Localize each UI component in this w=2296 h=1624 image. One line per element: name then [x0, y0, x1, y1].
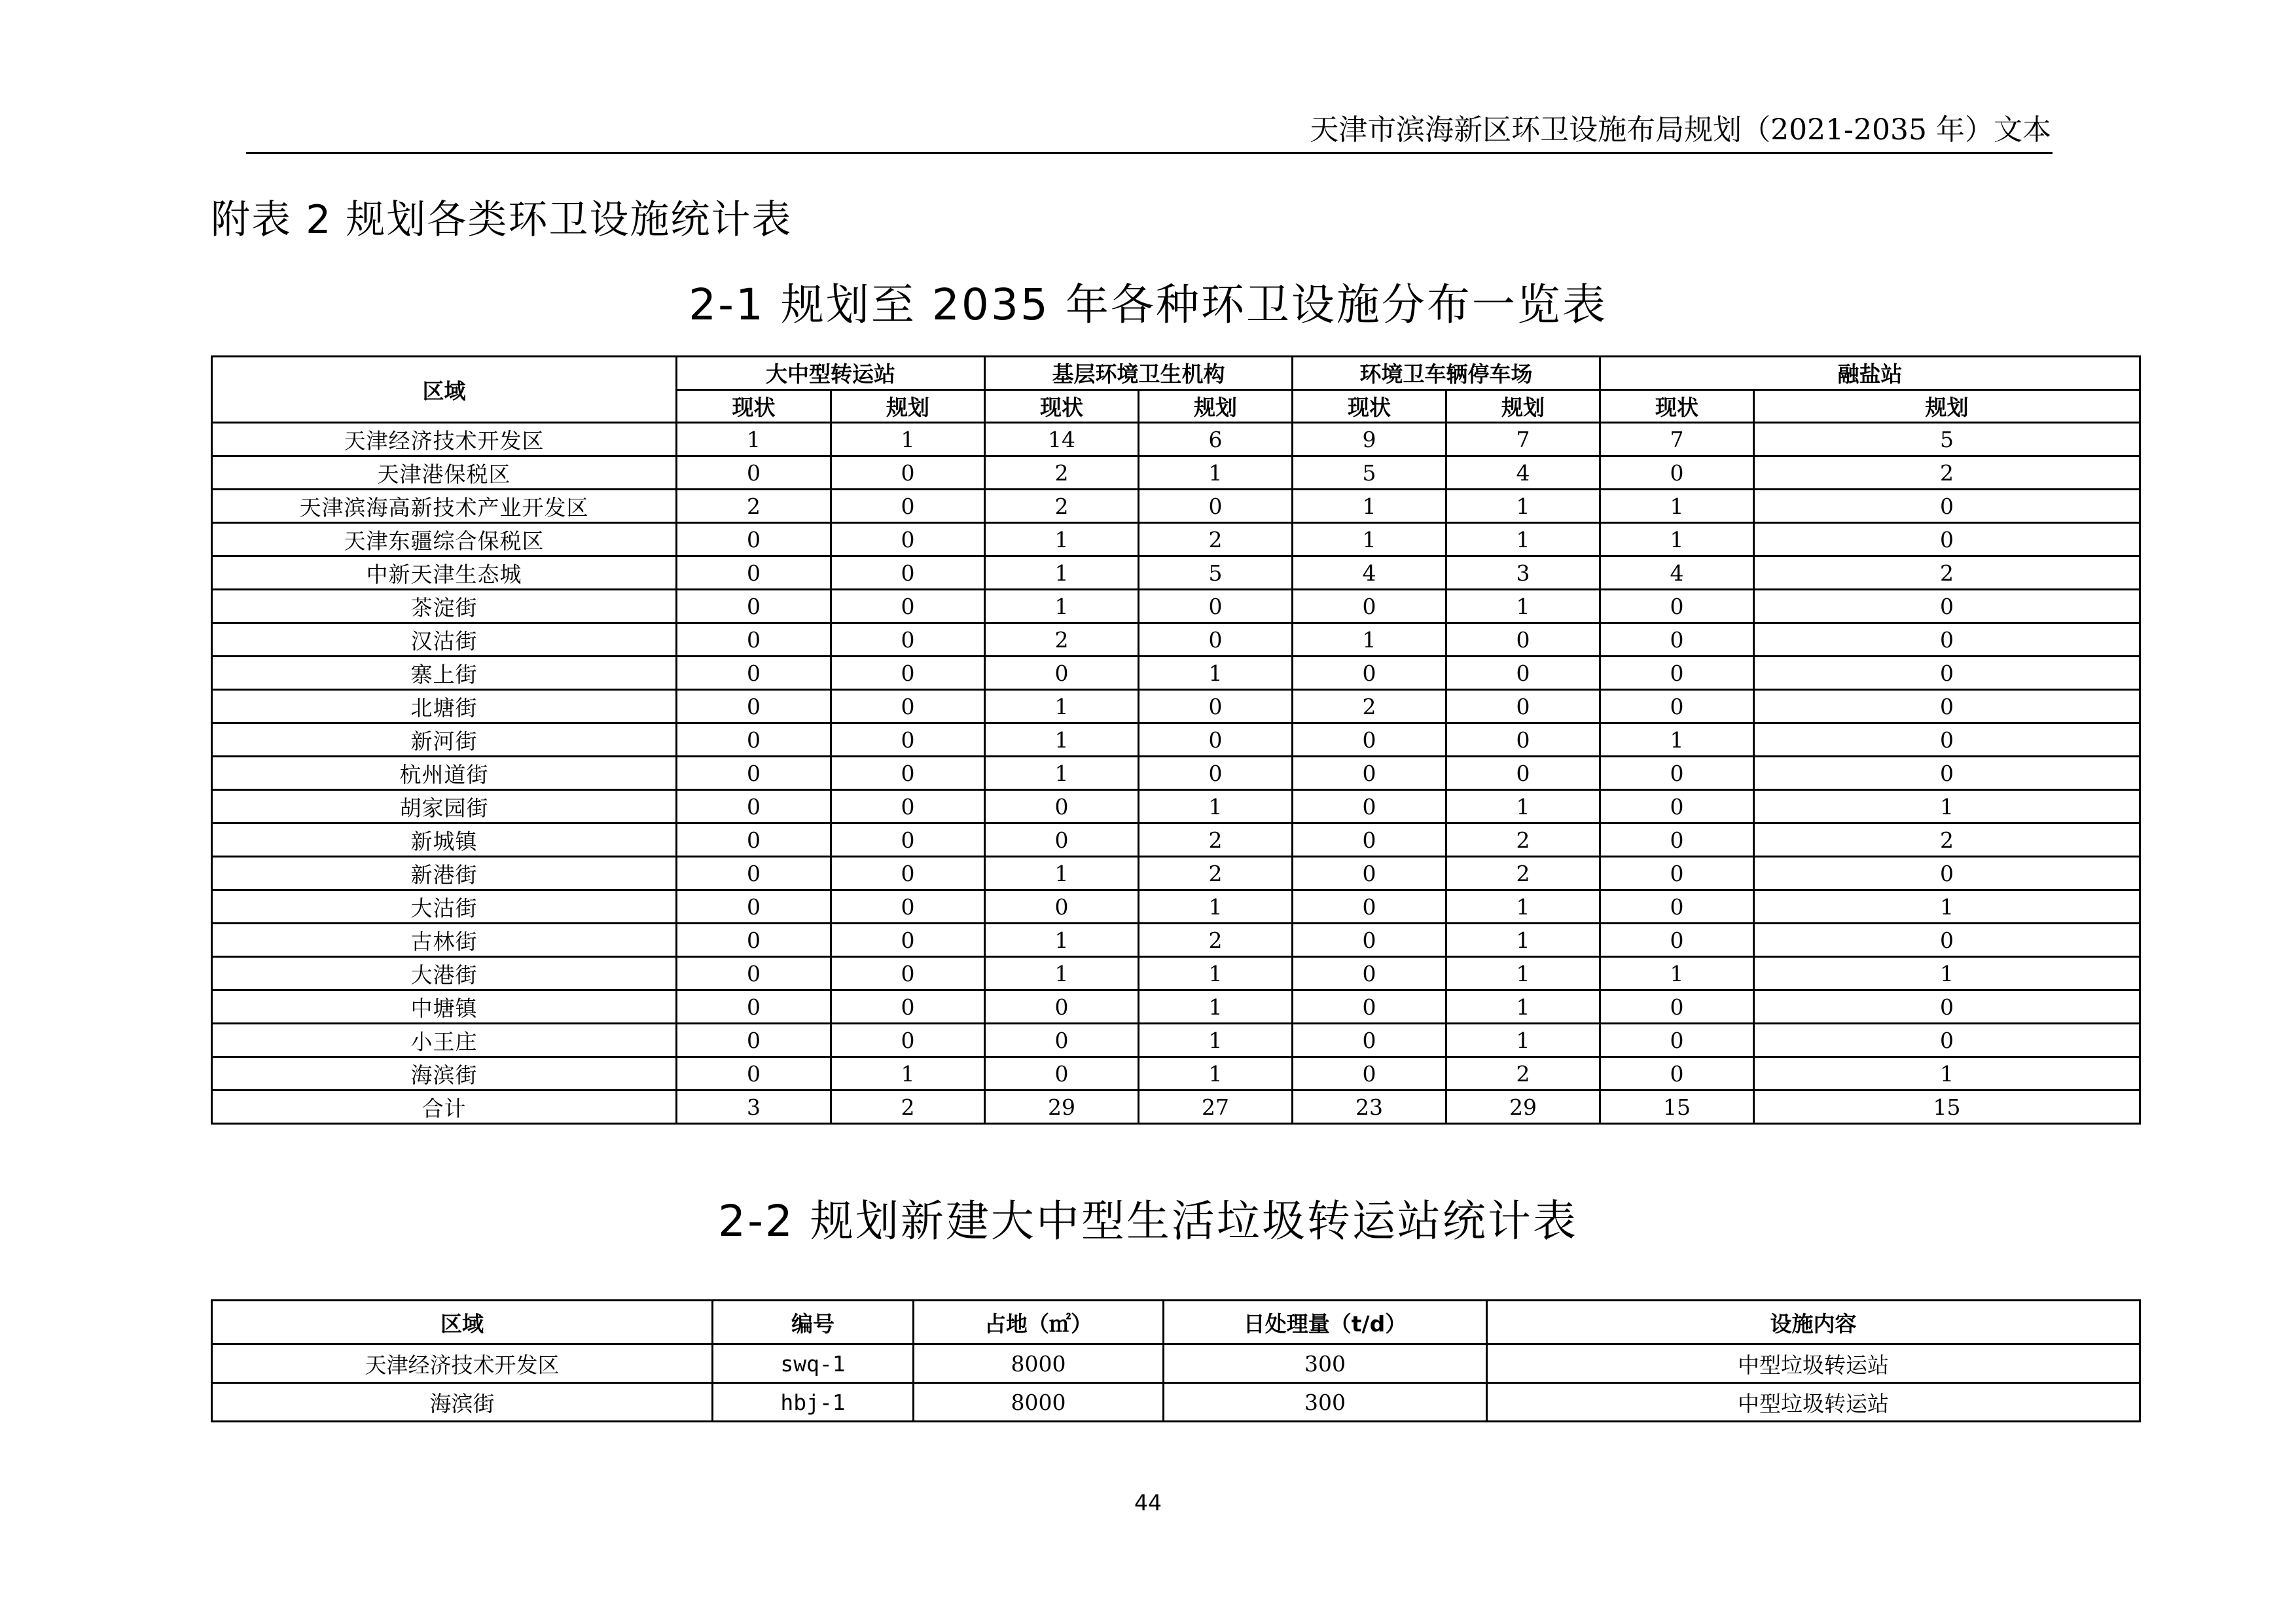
value-cell: 0 [831, 657, 985, 690]
table1-title: 2-1 规划至 2035 年各种环卫设施分布一览表 [689, 280, 1607, 330]
t2-cell: 中型垃圾转运站 [1487, 1383, 2140, 1422]
value-cell: 0 [1293, 657, 1446, 690]
region-cell: 天津滨海高新技术产业开发区 [212, 490, 677, 523]
value-cell: 0 [1139, 623, 1293, 657]
t2-cell: swq-1 [713, 1344, 914, 1383]
table-row [212, 590, 2140, 623]
value-cell: 1 [1754, 790, 2140, 823]
t2-cell: 中型垃圾转运站 [1487, 1344, 2140, 1383]
value-cell: 0 [1293, 590, 1446, 623]
table-row [212, 690, 2140, 723]
t2-header-content: 设施内容 [1487, 1301, 2140, 1344]
value-cell: 0 [1600, 1024, 1754, 1057]
value-cell: 14 [985, 423, 1139, 456]
value-cell: 0 [1293, 990, 1446, 1024]
value-cell: 0 [1293, 757, 1446, 790]
value-cell: 0 [1293, 957, 1446, 990]
value-cell: 0 [1600, 456, 1754, 490]
value-cell: 2 [1139, 823, 1293, 857]
value-cell: 0 [1446, 757, 1600, 790]
value-cell: 0 [1600, 823, 1754, 857]
group-header: 基层环境卫生机构 [985, 357, 1293, 390]
value-cell: 0 [1139, 590, 1293, 623]
value-cell: 0 [1600, 623, 1754, 657]
table-row [212, 1344, 2140, 1383]
value-cell: 0 [1600, 1057, 1754, 1091]
t2-cell: 8000 [914, 1383, 1164, 1422]
value-cell: 9 [1293, 423, 1446, 456]
region-cell: 大沽街 [212, 890, 677, 924]
value-cell: 1 [1293, 623, 1446, 657]
value-cell: 0 [677, 957, 831, 990]
value-cell: 1 [1139, 790, 1293, 823]
table-row [212, 1091, 2140, 1124]
t2-cell: 海滨街 [212, 1383, 713, 1422]
value-cell: 29 [1446, 1091, 1600, 1124]
table-row [212, 857, 2140, 890]
value-cell: 2 [1139, 924, 1293, 957]
value-cell: 1 [1600, 490, 1754, 523]
value-cell: 0 [985, 657, 1139, 690]
region-cell: 天津东疆综合保税区 [212, 523, 677, 556]
value-cell: 1 [1446, 790, 1600, 823]
value-cell: 0 [677, 857, 831, 890]
value-cell: 1 [1754, 890, 2140, 924]
value-cell: 0 [677, 456, 831, 490]
value-cell: 0 [831, 723, 985, 757]
table-row [212, 456, 2140, 490]
sub-header-planned: 规划 [1754, 389, 2140, 423]
value-cell: 0 [1446, 690, 1600, 723]
value-cell: 0 [831, 823, 985, 857]
value-cell: 2 [1293, 690, 1446, 723]
value-cell: 0 [1600, 924, 1754, 957]
region-cell: 天津港保税区 [212, 456, 677, 490]
value-cell: 0 [831, 1024, 985, 1057]
table-row [212, 823, 2140, 857]
value-cell: 0 [831, 456, 985, 490]
value-cell: 1 [1139, 990, 1293, 1024]
value-cell: 0 [1139, 490, 1293, 523]
t2-cell: 8000 [914, 1344, 1164, 1383]
region-cell: 茶淀街 [212, 590, 677, 623]
value-cell: 2 [1754, 556, 2140, 590]
value-cell: 0 [1446, 723, 1600, 757]
value-cell: 0 [831, 790, 985, 823]
value-cell: 0 [831, 857, 985, 890]
value-cell: 1 [1293, 523, 1446, 556]
t2-cell: 300 [1164, 1344, 1487, 1383]
value-cell: 0 [677, 590, 831, 623]
value-cell: 0 [1293, 857, 1446, 890]
t2-cell: hbj-1 [713, 1383, 914, 1422]
page-number: 44 [1134, 1490, 1162, 1515]
value-cell: 0 [831, 757, 985, 790]
value-cell: 6 [1139, 423, 1293, 456]
table-row [212, 890, 2140, 924]
value-cell: 3 [677, 1091, 831, 1124]
value-cell: 2 [677, 490, 831, 523]
value-cell: 5 [1754, 423, 2140, 456]
value-cell: 0 [831, 623, 985, 657]
value-cell: 0 [1600, 757, 1754, 790]
value-cell: 2 [1446, 1057, 1600, 1091]
value-cell: 0 [1293, 1024, 1446, 1057]
region-cell: 合计 [212, 1091, 677, 1124]
value-cell: 0 [677, 657, 831, 690]
value-cell: 7 [1600, 423, 1754, 456]
value-cell: 1 [1139, 657, 1293, 690]
region-cell: 北塘街 [212, 690, 677, 723]
table-row [212, 757, 2140, 790]
value-cell: 0 [1293, 823, 1446, 857]
value-cell: 0 [985, 890, 1139, 924]
value-cell: 0 [1600, 890, 1754, 924]
table-row [212, 924, 2140, 957]
region-cell: 中新天津生态城 [212, 556, 677, 590]
value-cell: 1 [985, 590, 1139, 623]
value-cell: 0 [831, 556, 985, 590]
transfer-station-table [211, 1299, 2141, 1422]
facility-distribution-table [211, 355, 2141, 1125]
value-cell: 0 [831, 590, 985, 623]
value-cell: 2 [1446, 857, 1600, 890]
value-cell: 0 [1600, 657, 1754, 690]
value-cell: 1 [1139, 1057, 1293, 1091]
value-cell: 1 [985, 523, 1139, 556]
t2-header-capacity: 日处理量（t/d） [1164, 1301, 1487, 1344]
value-cell: 1 [1600, 523, 1754, 556]
value-cell: 2 [985, 456, 1139, 490]
value-cell: 0 [1293, 723, 1446, 757]
value-cell: 1 [1139, 1024, 1293, 1057]
value-cell: 4 [1293, 556, 1446, 590]
value-cell: 1 [1446, 523, 1600, 556]
value-cell: 1 [831, 1057, 985, 1091]
value-cell: 0 [1139, 690, 1293, 723]
table-row [212, 790, 2140, 823]
appendix-title: 附表 2 规划各类环卫设施统计表 [211, 197, 793, 243]
value-cell: 0 [1446, 657, 1600, 690]
region-cell: 天津经济技术开发区 [212, 423, 677, 456]
value-cell: 5 [1293, 456, 1446, 490]
value-cell: 0 [1293, 1057, 1446, 1091]
value-cell: 0 [985, 1024, 1139, 1057]
group-header: 环境卫车辆停车场 [1293, 357, 1600, 390]
value-cell: 1 [1600, 723, 1754, 757]
value-cell: 0 [1600, 857, 1754, 890]
value-cell: 0 [1293, 890, 1446, 924]
value-cell: 2 [831, 1091, 985, 1124]
value-cell: 0 [677, 924, 831, 957]
value-cell: 1 [1754, 957, 2140, 990]
value-cell: 0 [1754, 990, 2140, 1024]
value-cell: 7 [1446, 423, 1600, 456]
region-cell: 新城镇 [212, 823, 677, 857]
value-cell: 2 [985, 623, 1139, 657]
value-cell: 2 [985, 490, 1139, 523]
value-cell: 0 [831, 523, 985, 556]
value-cell: 1 [1139, 456, 1293, 490]
value-cell: 1 [985, 957, 1139, 990]
value-cell: 2 [1446, 823, 1600, 857]
t2-header-code: 编号 [713, 1301, 914, 1344]
document-header [246, 111, 2053, 154]
value-cell: 15 [1754, 1091, 2140, 1124]
value-cell: 29 [985, 1091, 1139, 1124]
value-cell: 0 [985, 990, 1139, 1024]
value-cell: 2 [1754, 823, 2140, 857]
region-cell: 中塘镇 [212, 990, 677, 1024]
value-cell: 1 [1446, 924, 1600, 957]
value-cell: 0 [831, 690, 985, 723]
value-cell: 1 [1139, 957, 1293, 990]
region-cell: 大港街 [212, 957, 677, 990]
value-cell: 0 [1754, 523, 2140, 556]
value-cell: 1 [985, 857, 1139, 890]
value-cell: 1 [1446, 957, 1600, 990]
value-cell: 4 [1446, 456, 1600, 490]
t2-header-area: 占地（㎡） [914, 1301, 1164, 1344]
table-row [212, 1024, 2140, 1057]
value-cell: 1 [1139, 890, 1293, 924]
sub-header-planned: 规划 [1446, 389, 1600, 423]
table-row [212, 990, 2140, 1024]
value-cell: 0 [985, 790, 1139, 823]
region-cell: 胡家园街 [212, 790, 677, 823]
region-header: 区域 [212, 357, 677, 423]
table-row [212, 490, 2140, 523]
value-cell: 0 [985, 1057, 1139, 1091]
region-cell: 汉沽街 [212, 623, 677, 657]
value-cell: 0 [677, 823, 831, 857]
table2-title: 2-2 规划新建大中型生活垃圾转运站统计表 [718, 1196, 1578, 1246]
value-cell: 1 [985, 690, 1139, 723]
value-cell: 0 [1754, 924, 2140, 957]
value-cell: 0 [677, 556, 831, 590]
value-cell: 0 [677, 690, 831, 723]
value-cell: 2 [1139, 523, 1293, 556]
value-cell: 2 [1754, 456, 2140, 490]
value-cell: 4 [1600, 556, 1754, 590]
value-cell: 0 [1754, 657, 2140, 690]
table-row [212, 957, 2140, 990]
value-cell: 0 [1293, 790, 1446, 823]
sub-header-current: 现状 [985, 389, 1139, 423]
value-cell: 15 [1600, 1091, 1754, 1124]
value-cell: 0 [677, 990, 831, 1024]
value-cell: 0 [1139, 757, 1293, 790]
value-cell: 0 [831, 924, 985, 957]
region-cell: 杭州道街 [212, 757, 677, 790]
region-cell: 新港街 [212, 857, 677, 890]
value-cell: 1 [831, 423, 985, 456]
table-row [212, 657, 2140, 690]
value-cell: 0 [1754, 623, 2140, 657]
value-cell: 1 [1446, 990, 1600, 1024]
table-row [212, 556, 2140, 590]
value-cell: 2 [1139, 857, 1293, 890]
sub-header-planned: 规划 [1139, 389, 1293, 423]
value-cell: 0 [677, 723, 831, 757]
value-cell: 1 [985, 757, 1139, 790]
region-cell: 寨上街 [212, 657, 677, 690]
value-cell: 0 [1754, 1024, 2140, 1057]
value-cell: 1 [1446, 490, 1600, 523]
value-cell: 0 [677, 1024, 831, 1057]
value-cell: 0 [1754, 590, 2140, 623]
group-header: 大中型转运站 [677, 357, 985, 390]
sub-header-current: 现状 [677, 389, 831, 423]
value-cell: 0 [831, 490, 985, 523]
value-cell: 0 [1139, 723, 1293, 757]
value-cell: 23 [1293, 1091, 1446, 1124]
value-cell: 3 [1446, 556, 1600, 590]
sub-header-current: 现状 [1600, 389, 1754, 423]
value-cell: 1 [1446, 890, 1600, 924]
value-cell: 0 [1600, 990, 1754, 1024]
table-row [212, 523, 2140, 556]
value-cell: 1 [985, 556, 1139, 590]
value-cell: 0 [677, 623, 831, 657]
table-row [212, 1057, 2140, 1091]
sub-header-planned: 规划 [831, 389, 985, 423]
value-cell: 1 [1446, 590, 1600, 623]
value-cell: 1 [677, 423, 831, 456]
value-cell: 0 [831, 990, 985, 1024]
value-cell: 27 [1139, 1091, 1293, 1124]
region-cell: 海滨街 [212, 1057, 677, 1091]
value-cell: 0 [831, 890, 985, 924]
region-cell: 古林街 [212, 924, 677, 957]
t2-header-region: 区域 [212, 1301, 713, 1344]
table-row [212, 1383, 2140, 1422]
t2-cell: 300 [1164, 1383, 1487, 1422]
value-cell: 0 [1600, 790, 1754, 823]
t2-cell: 天津经济技术开发区 [212, 1344, 713, 1383]
value-cell: 0 [831, 957, 985, 990]
value-cell: 0 [1600, 690, 1754, 723]
value-cell: 0 [677, 890, 831, 924]
value-cell: 0 [1293, 924, 1446, 957]
value-cell: 0 [677, 790, 831, 823]
value-cell: 0 [677, 523, 831, 556]
value-cell: 0 [677, 757, 831, 790]
value-cell: 0 [1446, 623, 1600, 657]
value-cell: 1 [985, 723, 1139, 757]
value-cell: 0 [1754, 690, 2140, 723]
value-cell: 0 [1754, 857, 2140, 890]
value-cell: 0 [985, 823, 1139, 857]
value-cell: 0 [677, 1057, 831, 1091]
value-cell: 0 [1600, 590, 1754, 623]
region-cell: 小王庄 [212, 1024, 677, 1057]
value-cell: 0 [1754, 723, 2140, 757]
region-cell: 新河街 [212, 723, 677, 757]
value-cell: 1 [1754, 1057, 2140, 1091]
value-cell: 0 [1754, 757, 2140, 790]
value-cell: 5 [1139, 556, 1293, 590]
value-cell: 1 [1600, 957, 1754, 990]
value-cell: 0 [1754, 490, 2140, 523]
value-cell: 1 [985, 924, 1139, 957]
value-cell: 1 [1293, 490, 1446, 523]
document-title: 天津市滨海新区环卫设施布局规划（2021-2035 年）文本 [1310, 113, 2051, 147]
group-header: 融盐站 [1600, 357, 2140, 390]
table-row [212, 723, 2140, 757]
sub-header-current: 现状 [1293, 389, 1446, 423]
table-row [212, 423, 2140, 456]
value-cell: 1 [1446, 1024, 1600, 1057]
table-row [212, 623, 2140, 657]
